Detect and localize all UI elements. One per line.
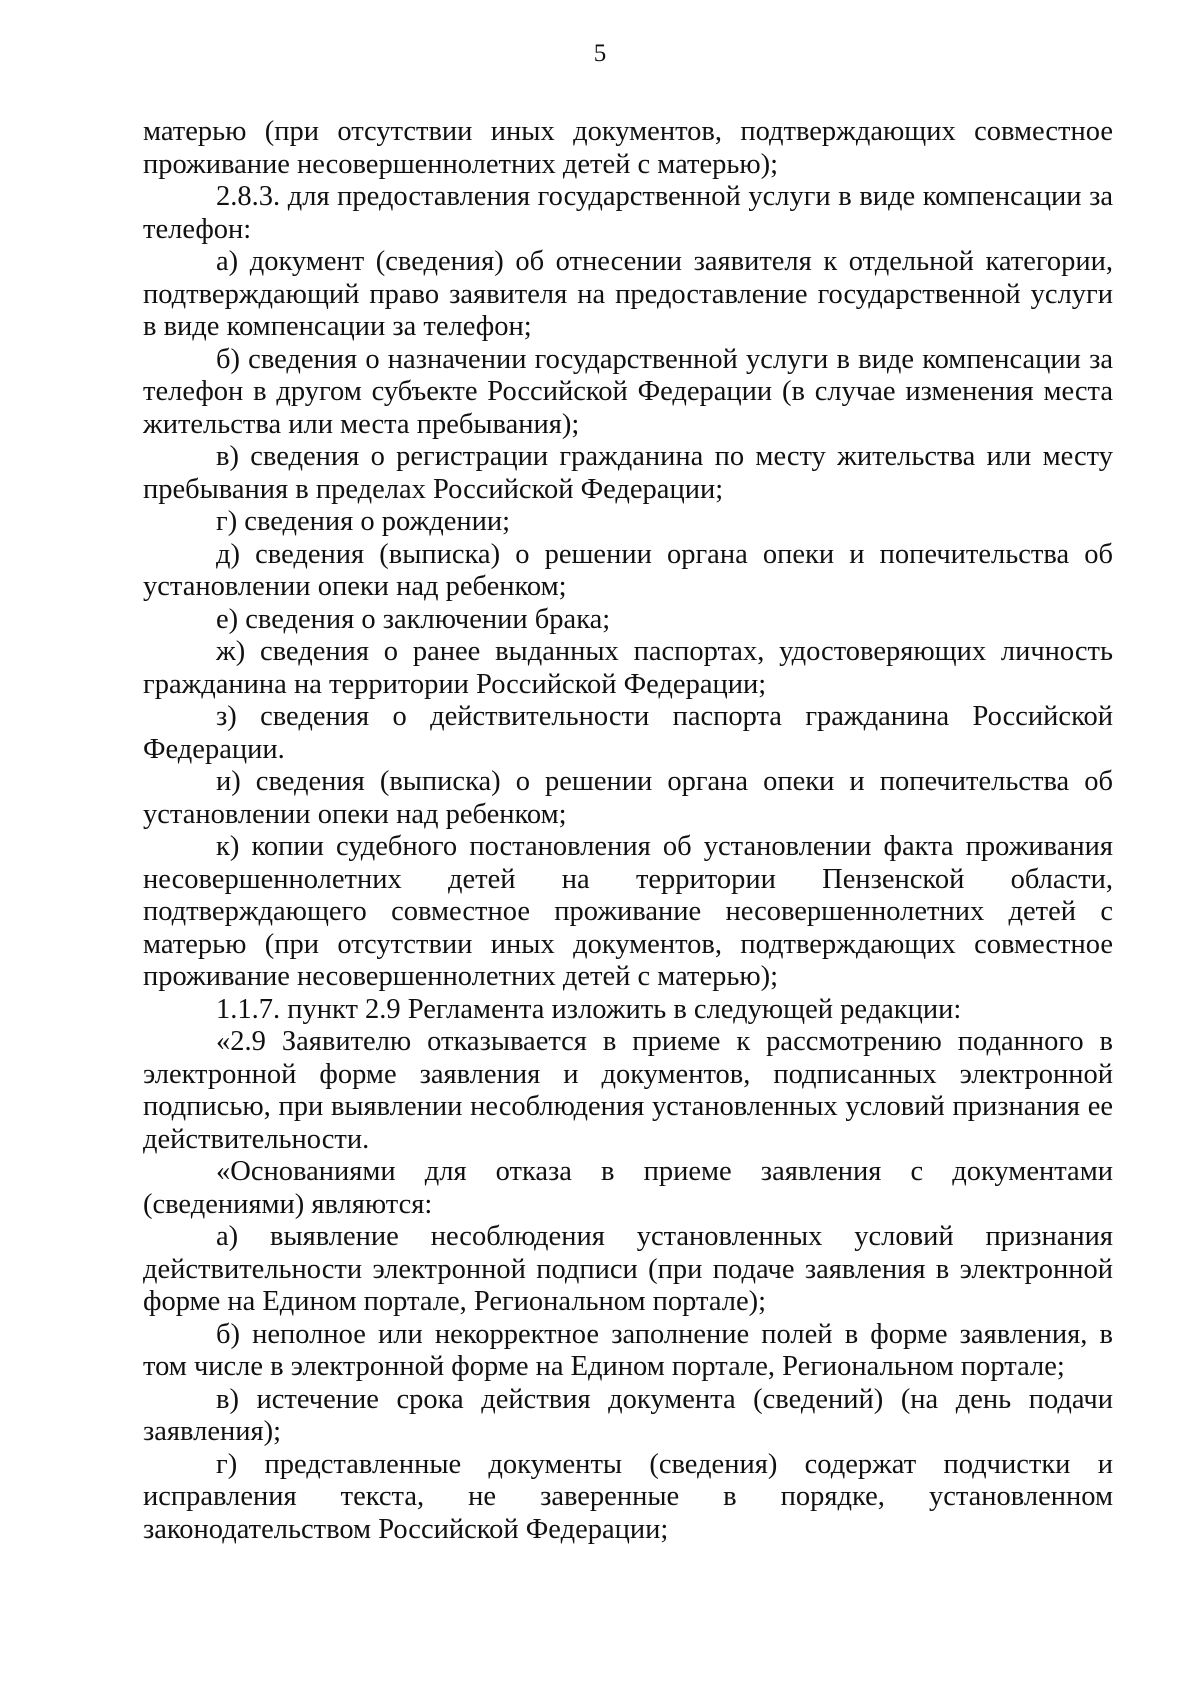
- paragraph: г) сведения о рождении;: [216, 506, 511, 537]
- paragraph: «Основаниями для отказа в приеме заявления с документами (сведениями) являются:: [143, 1156, 1113, 1220]
- document-body: [143, 116, 1113, 1546]
- paragraph: к) копии судебного постановления об установлении факта проживания несовершеннолетних детей на территории Пензенской области, подтверждающего совместное проживание несовершеннолетних детей с матерью (при отсутствии иных документов, подтверждающих совместное проживание несовершеннолетних детей с матерью);: [143, 831, 1113, 992]
- paragraph: 2.8.3. для предоставления государственной услуги в виде компенсации за телефон:: [143, 181, 1113, 245]
- paragraph: а) документ (сведения) об отнесении заявителя к отдельной категории, подтверждающий право заявителя на предоставление государственной услуги в виде компенсации за телефон;: [143, 246, 1113, 342]
- paragraph: г) представленные документы (сведения) содержат подчистки и исправления текста, не заверенные в порядке, установленном законодательством Российской Федерации;: [143, 1448, 1113, 1545]
- paragraph: а) выявление несоблюдения установленных условий признания действительности электронной подписи (при подаче заявления в электронной форме на Едином портале, Региональном портале);: [143, 1221, 1113, 1317]
- paragraph: в) истечение срока действия документа (сведений) (на день подачи заявления);: [143, 1383, 1113, 1447]
- page-number: 5: [593, 40, 607, 67]
- paragraph: з) сведения о действительности паспорта гражданина Российской Федерации.: [143, 701, 1113, 765]
- paragraph: в) сведения о регистрации гражданина по месту жительства или месту пребывания в пределах Российской Федерации;: [143, 441, 1113, 505]
- paragraph: б) неполное или некорректное заполнение полей в форме заявления, в том числе в электронной форме на Едином портале, Региональном портале;: [143, 1318, 1113, 1382]
- paragraph: ж) сведения о ранее выданных паспортах, удостоверяющих личность гражданина на территории Российской Федерации;: [143, 636, 1113, 700]
- paragraph: д) сведения (выписка) о решении органа опеки и попечительства об установлении опеки над ребенком;: [143, 538, 1113, 602]
- paragraph: е) сведения о заключении брака;: [216, 603, 611, 635]
- paragraph: б) сведения о назначении государственной услуги в виде компенсации за телефон в другом субъекте Российской Федерации (в случае изменения места жительства или места пребывания);: [143, 343, 1113, 440]
- paragraph: и) сведения (выписка) о решении органа опеки и попечительства об установлении опеки над ребенком;: [143, 766, 1113, 830]
- paragraph: матерью (при отсутствии иных документов, подтверждающих совместное проживание несовершеннолетних детей с матерью);: [143, 116, 1113, 180]
- paragraph: 1.1.7. пункт 2.9 Регламента изложить в следующей редакции:: [216, 993, 962, 1025]
- paragraph: «2.9 Заявителю отказывается в приеме к рассмотрению поданного в электронной форме заявления и документов, подписанных электронной подписью, при выявлении несоблюдения установленных условий признания ее действительности.: [143, 1026, 1113, 1155]
